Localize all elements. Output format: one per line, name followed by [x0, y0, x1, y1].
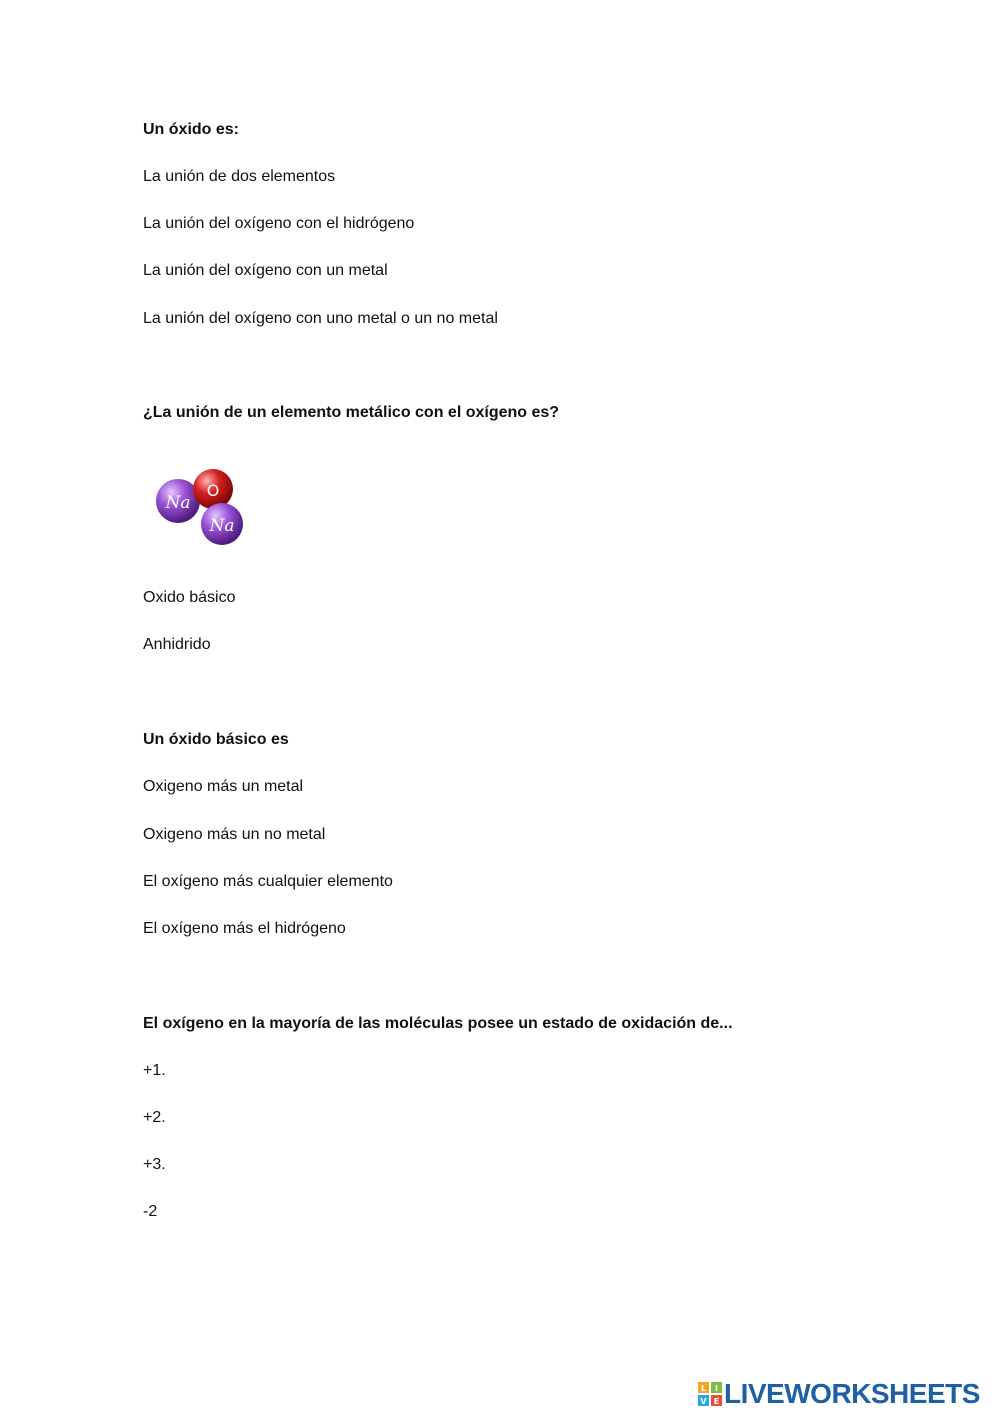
sodium-atom-right: [201, 503, 243, 545]
svg-text:I: I: [715, 1384, 718, 1393]
question-4-option-2[interactable]: +2.: [143, 1109, 166, 1126]
question-3-option-1[interactable]: Oxigeno más un metal: [143, 778, 304, 795]
oxygen-label: O: [206, 481, 220, 500]
sodium-label-right: Na: [209, 516, 235, 536]
svg-text:L: L: [700, 1384, 707, 1393]
liveworksheets-wordmark: LIVEWORKSHEETS: [724, 1378, 980, 1409]
question-1-option-4[interactable]: La unión del oxígeno con uno metal o un no metal: [143, 310, 498, 327]
question-2-title: ¿La unión de un elemento metálico con el oxígeno es?: [143, 404, 560, 421]
question-2-option-1[interactable]: Oxido básico: [143, 589, 236, 606]
question-1-title: Un óxido es:: [143, 121, 240, 138]
question-3-option-2[interactable]: Oxigeno más un no metal: [143, 826, 326, 843]
question-4-option-4[interactable]: -2: [143, 1203, 158, 1220]
question-3-option-4[interactable]: El oxígeno más el hidrógeno: [143, 920, 346, 937]
liveworksheets-brand: [698, 1378, 994, 1410]
sodium-label-left: Na: [165, 493, 191, 513]
question-1-option-1[interactable]: La unión de dos elementos: [143, 168, 336, 185]
liveworksheets-logo-icon: [698, 1382, 722, 1406]
svg-text:V: V: [700, 1397, 707, 1406]
question-1-option-2[interactable]: La unión del oxígeno con el hidrógeno: [143, 215, 415, 232]
oxygen-atom: [193, 469, 233, 509]
sodium-oxide-molecule-image: [150, 462, 250, 552]
question-1-option-3[interactable]: La unión del oxígeno con un metal: [143, 262, 388, 279]
question-3-title: Un óxido básico es: [143, 731, 289, 748]
svg-text:E: E: [713, 1397, 720, 1406]
question-4-title: El oxígeno en la mayoría de las moléculas posee un estado de oxidación de...: [143, 1015, 733, 1032]
question-2-option-2[interactable]: Anhidrido: [143, 636, 211, 653]
question-3-option-3[interactable]: El oxígeno más cualquier elemento: [143, 873, 393, 890]
question-4-option-3[interactable]: +3.: [143, 1156, 166, 1173]
question-4-option-1[interactable]: +1.: [143, 1062, 166, 1079]
